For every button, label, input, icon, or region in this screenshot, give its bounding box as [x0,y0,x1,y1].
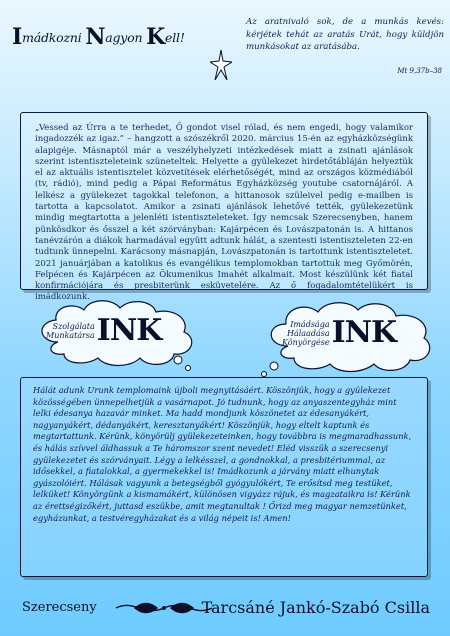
cloud-right-line2: Hálaadása [286,328,330,338]
title-word-2: Nagyon [85,24,147,50]
star-icon [210,50,232,80]
footer-author: Tarcsáné Jankó-Szabó Csilla [201,598,430,617]
cloud-left-line1: Szolgálata [52,322,95,331]
cloud-left [28,294,198,374]
title-word-3: Kell! [146,24,185,50]
cloud-right-line3: Könyörgése [282,337,330,347]
cloud-left-big: INK [96,313,162,348]
cloud-right-line1: Imádsága [290,319,330,329]
cloud-right-big: INK [331,315,397,350]
bible-verse: Az aratnivaló sok, de a munkás kevés: kérjétek tehát az aratás Urát, hogy küldjön munkásokat az aratásába. [246,17,444,52]
cloud-right-labels [282,320,330,347]
title-word-1: Imádkozni [12,24,86,50]
intro-box [20,112,428,303]
title-text [12,24,185,50]
footer-location: Szerecseny [22,600,97,615]
thanks-text: Hálát adunk Urunk templomaink újboli megnyitásáért. Köszönjük, hogy a gyülekezet közösségében ünnepelhetjük a vasárnapot. Jó tudnunk, hogy az anyaszentegyház mint lelki édesanya hazavár minket. Ma hadd mondjunk köszönetet az édesanyákért, nagyanyákért, dédanyákért, keresztanyákért! Köszönjük, hogy eltelt kaptunk és megtartattunk. Kérünk, könyörülj gyülekezeteinken, hogy továbbra is megmaradhassunk, és hálás szívvel áldhassuk a Te háromszor szent nevedet! Eléd visszük a szerecsenyi gyülekezetet és szórványait. Légy a lelkésszel, a gondnokkal, a presbitériummal, az idősekkel, a fiatalokkal, a gyermekekkel is! Imádkozunk a járvány miatt elhunytak gyászolóiért. Hálásak vagyunk a betegségből gyógyulókért, Te erősítsd meg testüket, lelküket! Könyörgünk a kismamákért, különösen vigyázz rájuk, és magzataikra is! Kérünk az érettségizőkért, juttasd eszükbe, amit megtanultak ! Őrizd meg magyar nemzetünket, egyházunkat, a testvéregyházakat és a világ népeit is! Amen! [33,385,412,523]
cloud-left-labels [46,322,95,340]
cloud-right [256,296,436,378]
verse-reference: Mt 9,37b–38 [397,67,442,75]
page-title [10,18,220,54]
thanks-box [20,377,428,577]
intro-text: „Vessed az Úrra a te terhedet, Ő gondot visel rólad, és nem engedi, hogy valamikor ingadozzék az igaz.” – hangzott a szószékről 2020. március 15-én az egyházközségünk alapigéje. Másnaptól már a veszélyhelyzeti intézkedések miatt a zsinati ajánlások szerint istentiszteleteink szüneteltek. Helyette a gyülekezet hirdetőtábláján helyeztük el az aktuális istentisztelet közvetítések elérhetőségét, mind az országos közmédiából (tv, rádió), mind pedig a Pápai Református Egyházközség youtube csatornájáról. A lelkész a gyülekezet tagokkal telefonon, a hittanosok szüleivel pedig e-mailben is tartotta a kapcsolatot. Amikor a zsinati ajánlások lehetővé tették, gyülekezetünk mindig megtartotta a jelenléti istentiszteleteket. Így nemcsak Szerecsenyben, hanem pünkösdkor és ősszel a két szórványban: Kajárpécen és Lovászpatonán is. A hittanos tanévzárón a diákok harmadával együtt adtunk hálát, a szentesti istentiszteleten 22-en tudtunk ünnepelni. Karácsony másnapján, Lovászpatonán is tartottunk istentiszteletet. 2021 januárjában a katolikus és evangélikus templomokban tartottuk meg Győmörén, Felpécen és Kajárpécen az Ökumenikus Imahét alkalmait. Most készülünk két fiatal konfirmációjára és presbiterünk esküvetelére. Az ő fogadalomtételükért is imádkozunk. [35,123,413,303]
cloud-left-line2: Munkatársa [46,331,95,340]
ornament-icon [114,597,214,619]
